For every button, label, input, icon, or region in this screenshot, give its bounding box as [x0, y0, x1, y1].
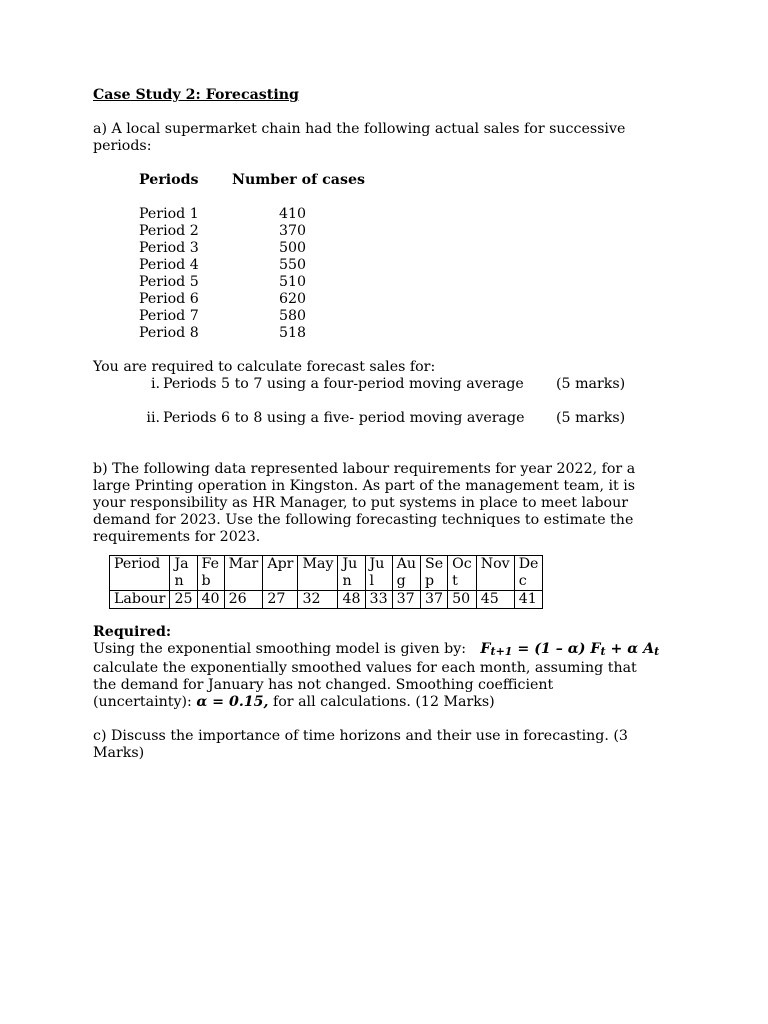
month-header-cell: Ju l	[365, 556, 392, 591]
period-label: Period 2	[139, 223, 199, 239]
period-row	[139, 308, 683, 325]
requirement-item	[93, 410, 683, 427]
month-header-cell: Fe b	[197, 556, 224, 591]
month-header-cell: May	[298, 556, 338, 591]
requirement-text: Periods 6 to 8 using a five- period moving average	[163, 410, 525, 426]
alpha-value: α = 0.15,	[196, 694, 269, 710]
part-b-line: large Printing operation in Kingston. As part of the management team, it is	[93, 478, 636, 494]
period-row	[139, 206, 683, 223]
part-a-intro: a) A local supermarket chain had the following actual sales for successive periods:	[93, 121, 626, 154]
smoothing-formula	[471, 641, 660, 657]
cases-value: 510	[279, 274, 307, 290]
labour-value-cell: 37	[421, 591, 448, 609]
month-header-cell: Se p	[421, 556, 448, 591]
month-header-cell: Ja n	[170, 556, 197, 591]
part-b-text: calculate the exponentially smoothed values for each month, assuming that	[93, 660, 637, 676]
cases-value: 410	[279, 206, 307, 222]
part-c-line: c) Discuss the importance of time horizons and their use in forecasting. (3	[93, 728, 628, 744]
marks-text: for all calculations. (12 Marks)	[268, 694, 495, 710]
labour-table-value-row	[110, 591, 543, 609]
requirement-marks: (5 marks)	[556, 410, 626, 426]
period-label: Period 5	[139, 274, 199, 290]
period-label: Period 4	[139, 257, 199, 273]
formula-symbol: F	[480, 641, 491, 657]
cases-header-label: Number of cases	[232, 172, 365, 188]
labour-value-cell: 27	[263, 591, 298, 609]
labour-value-cell: 40	[197, 591, 224, 609]
period-label: Period 1	[139, 206, 199, 222]
month-header-cell: Nov	[476, 556, 514, 591]
cases-value: 620	[279, 291, 307, 307]
month-header-cell: Mar	[224, 556, 263, 591]
periods-header-label: Periods	[139, 172, 199, 188]
period-label: Period 6	[139, 291, 199, 307]
labour-value-cell: 26	[224, 591, 263, 609]
part-b-line: demand for 2023. Use the following forecasting techniques to estimate the	[93, 512, 634, 528]
labour-value-cell: 32	[298, 591, 338, 609]
part-b-line: b) The following data represented labour requirements for year 2022, for a	[93, 461, 636, 477]
required-intro: You are required to calculate forecast sales for:	[93, 359, 436, 375]
month-header-cell: Ju n	[338, 556, 365, 591]
period-label: Period 7	[139, 308, 199, 324]
period-row	[139, 274, 683, 291]
document-title: Case Study 2: Forecasting	[93, 87, 299, 103]
labour-value-cell: 37	[392, 591, 420, 609]
formula-symbol: F	[590, 641, 601, 657]
period-row	[139, 325, 683, 342]
period-header-cell: Period	[110, 556, 170, 591]
part-b-paragraph	[93, 461, 683, 546]
formula-intro: Using the exponential smoothing model is given by:	[93, 641, 467, 657]
labour-value-cell: 25	[170, 591, 197, 609]
cases-value: 580	[279, 308, 307, 324]
formula-subscript: t	[600, 645, 606, 658]
month-header-cell: Oc t	[448, 556, 477, 591]
period-row	[139, 240, 683, 257]
requirement-number: ii.	[146, 410, 160, 426]
period-rows	[139, 206, 683, 342]
labour-value-cell: 41	[514, 591, 543, 609]
requirement-text: Periods 5 to 7 using a four-period moving average	[163, 376, 524, 392]
period-label: Period 8	[139, 325, 199, 341]
formula-symbol: A	[643, 641, 655, 657]
labour-value-cell: 50	[448, 591, 477, 609]
sales-periods-list	[139, 172, 683, 342]
part-c-line: Marks)	[93, 745, 145, 761]
formula-subscript: t+1	[490, 645, 513, 658]
cases-value: 518	[279, 325, 307, 341]
requirement-item	[93, 376, 683, 393]
formula-line	[93, 641, 683, 660]
part-b-line: your responsibility as HR Manager, to put systems in place to meet labour	[93, 495, 629, 511]
document-page	[93, 87, 683, 762]
part-b-line: requirements for 2023.	[93, 529, 261, 545]
period-label: Period 3	[139, 240, 199, 256]
labour-value-cell: 45	[476, 591, 514, 609]
period-row	[139, 291, 683, 308]
month-header-cell: Au g	[392, 556, 420, 591]
cases-value: 500	[279, 240, 307, 256]
period-row	[139, 223, 683, 240]
requirement-number: i.	[150, 376, 160, 392]
cases-value: 550	[279, 257, 307, 273]
uncertainty-label: (uncertainty):	[93, 694, 197, 710]
month-header-cell: De c	[514, 556, 543, 591]
formula-part: = (1 – α)	[512, 641, 591, 657]
labour-value-cell: 33	[365, 591, 392, 609]
required-label: Required:	[93, 624, 172, 640]
month-header-cell: Apr	[263, 556, 298, 591]
labour-table-header-row	[110, 556, 543, 591]
labour-label-cell: Labour	[110, 591, 170, 609]
requirement-marks: (5 marks)	[556, 376, 626, 392]
labour-table	[109, 555, 543, 609]
labour-value-cell: 48	[338, 591, 365, 609]
sales-periods-header	[139, 172, 683, 189]
formula-part: + α	[605, 641, 644, 657]
period-row	[139, 257, 683, 274]
part-b-text	[93, 694, 683, 711]
cases-value: 370	[279, 223, 307, 239]
part-b-text: the demand for January has not changed. Smoothing coefficient	[93, 677, 554, 693]
formula-subscript: t	[654, 645, 660, 658]
